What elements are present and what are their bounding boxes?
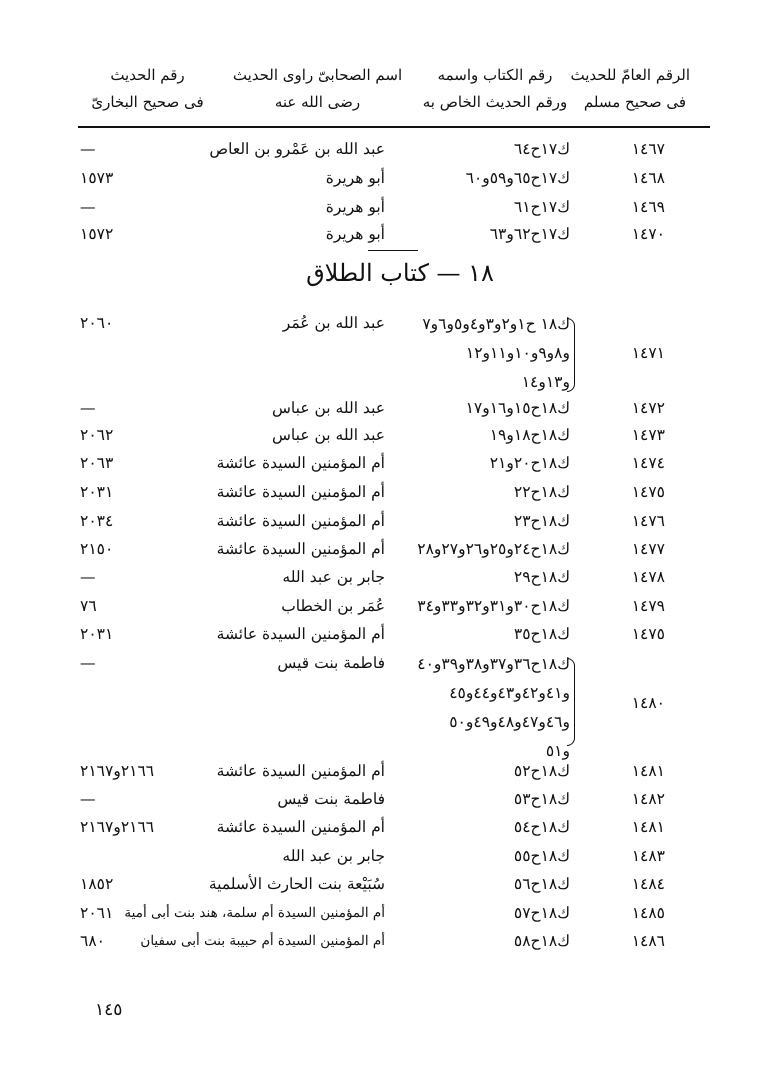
- narrator-name: سُبَيْعة بنت الحارث الأسلمية: [208, 875, 385, 893]
- narrator-name: أم المؤمنين السيدة أم سلمة، هند بنت أبى أمية: [124, 905, 385, 921]
- book-reference: ك١٨ح٢٢: [513, 483, 570, 501]
- bukhari-number: —: [80, 654, 96, 672]
- header-book-ref-line1: رقم الكتاب واسمه: [437, 66, 553, 84]
- book-reference: ك١٨ح٣٠و٣١و٣٢و٣٣و٣٤: [417, 597, 570, 615]
- book-reference: ك١٨ح١٥و١٦و١٧: [465, 399, 570, 417]
- hadith-number: ١٤٨٤: [631, 875, 665, 893]
- book-reference-line: و٤٦و٤٧و٤٨و٤٩و٥٠: [449, 713, 570, 731]
- book-reference: [385, 650, 570, 766]
- bukhari-number: ٢١٥٠: [80, 540, 114, 558]
- hadith-number: ١٤٧٣: [631, 426, 665, 444]
- book-reference-line: ك١٨ ح١و٢و٣و٤و٥و٦و٧: [422, 315, 570, 333]
- hadith-number: ١٤٧٩: [631, 597, 665, 615]
- narrator-name: أم المؤمنين السيدة عائشة: [216, 762, 385, 780]
- bukhari-number: ٢٠٦٣: [80, 454, 114, 472]
- bukhari-number: ٢١٦٦و٢١٦٧: [80, 762, 155, 780]
- book-reference: ك١٧ح٦٥و٥٩و٦٠: [465, 169, 570, 187]
- bukhari-number: ٢٠٦١: [80, 904, 114, 922]
- hadith-number: ١٤٦٩: [631, 198, 665, 216]
- book-reference: ك١٨ح٥٨: [513, 932, 570, 950]
- page-number: ١٤٥: [95, 1000, 123, 1020]
- book-reference: ك١٨ح٥٤: [513, 818, 570, 836]
- hadith-number: ١٤٨٠: [631, 694, 665, 712]
- narrator-name: أبو هريرة: [325, 169, 385, 187]
- book-reference: ك١٧ح٦٤: [513, 140, 570, 158]
- hadith-number: ١٤٧٤: [631, 454, 665, 472]
- book-reference: ك١٨ح٥٧: [513, 904, 570, 922]
- header-bukhari-number: [80, 62, 215, 124]
- bukhari-number: ٢٠٦٢: [80, 426, 114, 444]
- book-reference: ك١٨ح٥٥: [513, 847, 570, 865]
- bukhari-number: —: [80, 198, 96, 216]
- header-narrator-line2: رضى الله عنه: [274, 93, 361, 111]
- header-general-number-line2: فى صحيح مسلم: [583, 93, 687, 111]
- header-bukhari-line1: رقم الحديث: [110, 66, 185, 84]
- book-reference-line: و٥١: [545, 742, 570, 760]
- hadith-number: ١٤٨٦: [631, 932, 665, 950]
- hadith-number: ١٤٧٥: [631, 625, 665, 643]
- book-reference: ك١٧ح٦٢و٦٣: [489, 225, 570, 243]
- bukhari-number: —: [80, 399, 96, 417]
- bukhari-number: ٢٠٣٤: [80, 512, 114, 530]
- bukhari-number: ١٨٥٢: [80, 875, 114, 893]
- narrator-name: أبو هريرة: [325, 225, 385, 243]
- narrator-name: فاطمة بنت قيس: [277, 790, 385, 808]
- bracket: [567, 658, 575, 746]
- narrator-name: أبو هريرة: [325, 198, 385, 216]
- hadith-number: ١٤٧٨: [631, 568, 665, 586]
- bukhari-number: ٦٨٠: [80, 932, 105, 950]
- hadith-number: ١٤٨١: [631, 818, 665, 836]
- bukhari-number: ٧٦: [80, 597, 97, 615]
- hadith-number: ١٤٦٧: [631, 140, 665, 158]
- bukhari-number: [80, 843, 180, 869]
- book-reference: ك١٨ح٢٠و٢١: [489, 454, 570, 472]
- narrator-name: جابر بن عبد الله: [282, 847, 385, 865]
- book-reference: ك١٨ح٢٣: [513, 512, 570, 530]
- narrator-name: أم المؤمنين السيدة عائشة: [216, 818, 385, 836]
- book-reference-line: و٨و٩و١٠و١١و١٢: [465, 344, 570, 362]
- narrator-name: أم المؤمنين السيدة عائشة: [216, 454, 385, 472]
- hadith-number: ١٤٨٢: [631, 790, 665, 808]
- hadith-number: ١٤٧٦: [631, 512, 665, 530]
- narrator-name: فاطمة بنت قيس: [277, 654, 385, 672]
- bukhari-number: —: [80, 790, 96, 808]
- header-narrator: [225, 62, 410, 124]
- narrator-name: عبد الله بن عَمْرو بن العاص: [209, 140, 385, 158]
- bracket: [567, 318, 575, 392]
- narrator-name: أم المؤمنين السيدة عائشة: [216, 540, 385, 558]
- book-reference-line: و١٣و١٤: [521, 373, 570, 391]
- bukhari-number: ٢٠٣١: [80, 625, 114, 643]
- narrator-name: أم المؤمنين السيدة أم حبيبة بنت أبى سفيان: [140, 933, 385, 949]
- book-reference: ك١٨ح٢٤و٢٥و٢٦و٢٧و٢٨: [417, 540, 570, 558]
- hadith-number: ١٤٧٧: [631, 540, 665, 558]
- header-bukhari-line2: فى صحيح البخارىّ: [91, 93, 204, 111]
- bukhari-number: ١٥٧٢: [80, 225, 114, 243]
- hadith-number: ١٤٨٣: [631, 847, 665, 865]
- chapter-title: ١٨ — كتاب الطلاق: [306, 259, 494, 287]
- bukhari-number: ٢٠٦٠: [80, 314, 114, 332]
- book-reference-line: و٤١و٤٢و٤٣و٤٤و٤٥: [449, 684, 570, 702]
- narrator-name: أم المؤمنين السيدة عائشة: [216, 483, 385, 501]
- header-general-number-line1: الرقم العامّ للحديث: [570, 66, 690, 84]
- hadith-number: ١٤٧١: [631, 344, 665, 362]
- chapter-divider: [368, 250, 418, 251]
- book-reference: ك١٨ح٥٢: [513, 762, 570, 780]
- narrator-name: أم المؤمنين السيدة عائشة: [216, 625, 385, 643]
- hadith-number: ١٤٦٨: [631, 169, 665, 187]
- book-reference: ك١٧ح٦١: [513, 198, 570, 216]
- bukhari-number: —: [80, 140, 96, 158]
- hadith-number: ١٤٨١: [631, 762, 665, 780]
- header-narrator-line1: اسم الصحابىّ راوى الحديث: [232, 66, 403, 84]
- hadith-number: ١٤٨٥: [631, 904, 665, 922]
- book-reference: [385, 310, 570, 397]
- bukhari-number: ٢٠٣١: [80, 483, 114, 501]
- hadith-number: ١٤٧٥: [631, 483, 665, 501]
- header-general-number: [570, 62, 690, 124]
- hadith-number: ١٤٧٢: [631, 399, 665, 417]
- book-reference: ك١٨ح٥٣: [513, 790, 570, 808]
- bukhari-number: ١٥٧٣: [80, 169, 114, 187]
- narrator-name: عبد الله بن عباس: [272, 399, 385, 417]
- narrator-name: أم المؤمنين السيدة عائشة: [216, 512, 385, 530]
- hadith-number: ١٤٧٠: [631, 225, 665, 243]
- narrator-name: جابر بن عبد الله: [282, 568, 385, 586]
- header-rule: [78, 126, 710, 128]
- bukhari-number: ٢١٦٦و٢١٦٧: [80, 818, 155, 836]
- narrator-name: عبد الله بن عباس: [272, 426, 385, 444]
- book-reference: ك١٨ح٣٥: [513, 625, 570, 643]
- book-reference: ك١٨ح١٨و١٩: [489, 426, 570, 444]
- narrator-name: عُمَر بن الخطاب: [281, 597, 385, 615]
- book-reference: ك١٨ح٥٦: [513, 875, 570, 893]
- header-book-ref-line2: ورقم الحديث الخاص به: [422, 93, 568, 111]
- bukhari-number: —: [80, 568, 96, 586]
- narrator-name: عبد الله بن عُمَر: [282, 314, 385, 332]
- book-reference-line: ك١٨ح٣٦و٣٧و٣٨و٣٩و٤٠: [417, 655, 570, 673]
- book-reference: ك١٨ح٢٩: [513, 568, 570, 586]
- header-book-ref: [415, 62, 575, 124]
